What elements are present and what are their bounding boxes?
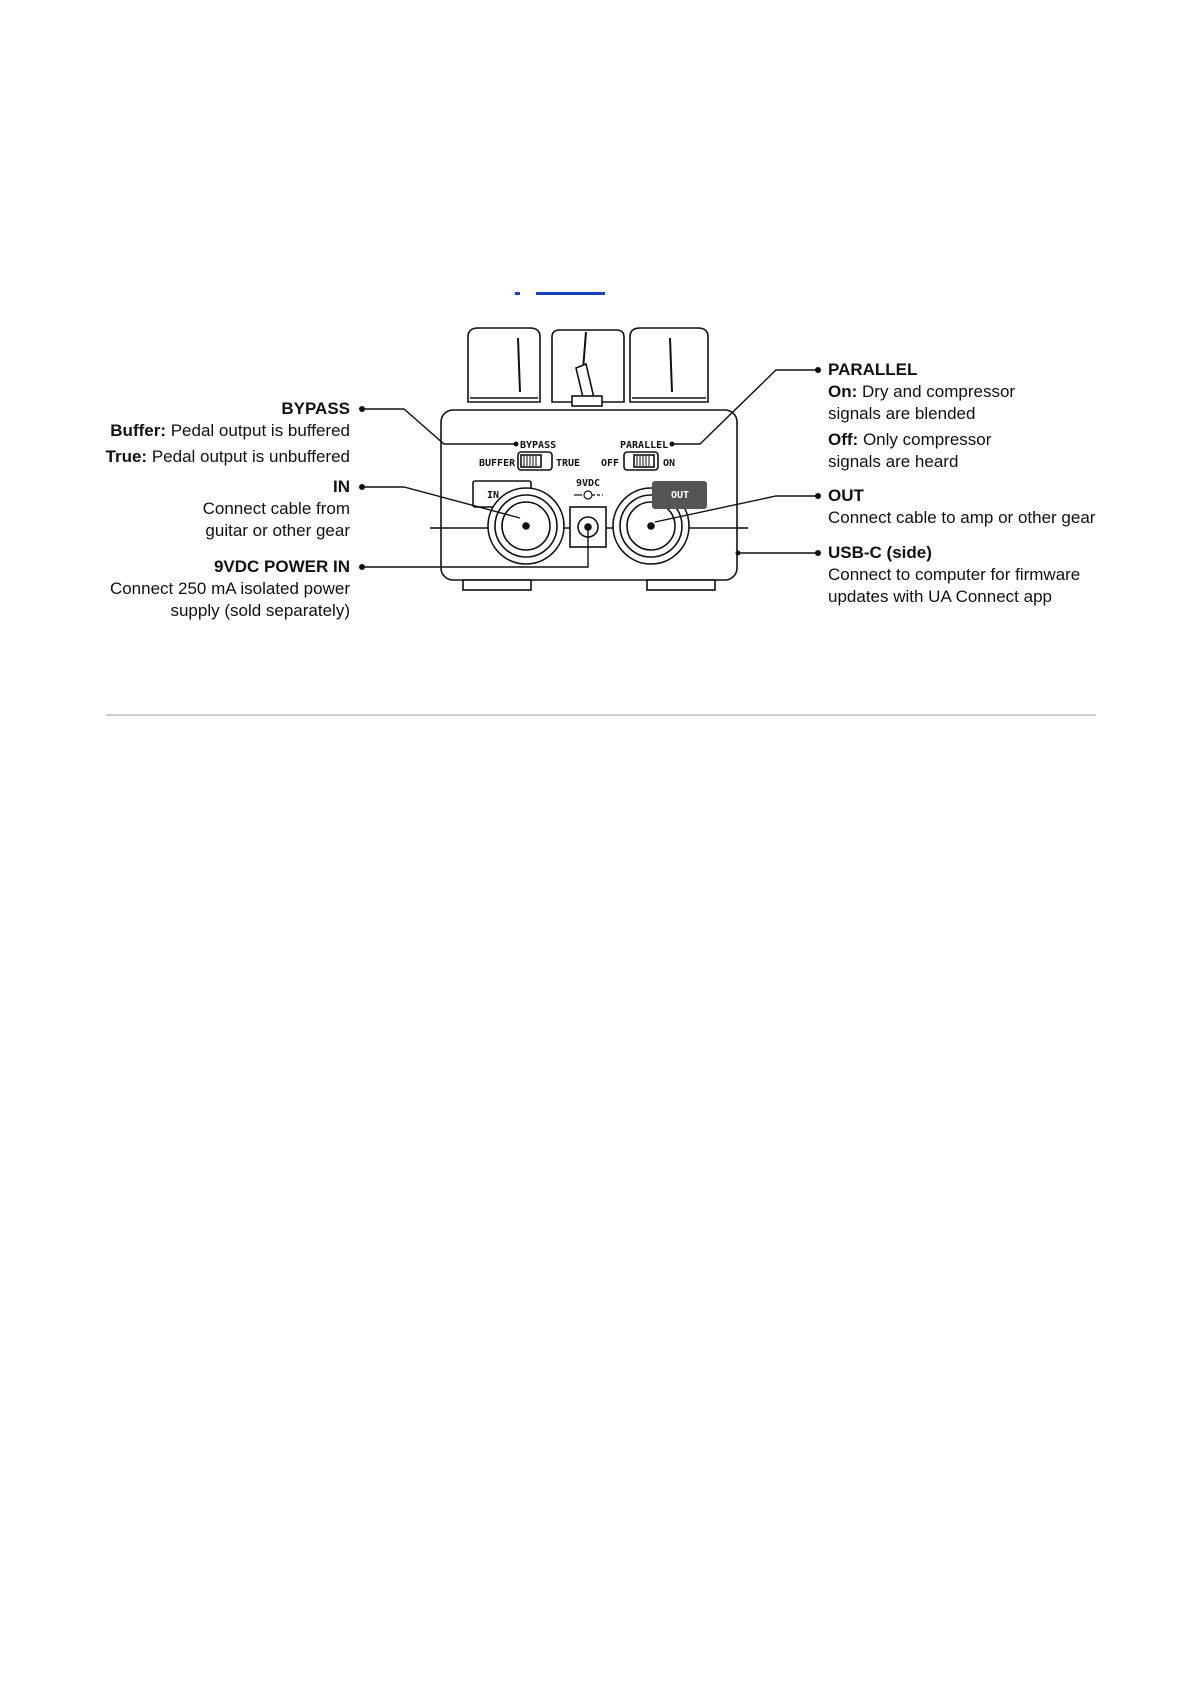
out-desc: Connect cable to amp or other gear [828, 508, 1096, 527]
out-title: OUT [828, 486, 864, 505]
parallel-on-desc-1: Dry and compressor [857, 382, 1016, 401]
bypass-true-desc: Pedal output is unbuffered [147, 447, 350, 466]
usb-title: USB-C (side) [828, 543, 932, 562]
panel-buffer-text: BUFFER [479, 458, 516, 469]
power-desc-2: supply (sold separately) [170, 601, 350, 620]
parallel-callout [828, 359, 1015, 473]
section-divider [106, 714, 1096, 716]
parallel-off-label: Off: [828, 430, 859, 449]
parallel-off-desc-2: signals are heard [828, 452, 959, 471]
in-title: IN [333, 477, 350, 496]
parallel-on-desc-2: signals are blended [828, 404, 976, 423]
usb-desc-1: Connect to computer for firmware [828, 565, 1081, 584]
power-desc-1: Connect 250 mA isolated power [109, 579, 350, 598]
power-callout [110, 556, 350, 622]
panel-bypass-text: BYPASS [520, 440, 557, 451]
bypass-buffer-label: Buffer: [110, 421, 166, 440]
bypass-callout [106, 398, 350, 468]
in-callout [203, 476, 350, 542]
in-desc-2: guitar or other gear [205, 521, 350, 540]
bypass-title: BYPASS [281, 399, 350, 418]
bypass-buffer-desc: Pedal output is buffered [166, 421, 350, 440]
panel-off-text: OFF [601, 458, 620, 469]
in-desc-1: Connect cable from [202, 499, 350, 518]
panel-on-text: ON [663, 458, 676, 469]
parallel-title: PARALLEL [828, 360, 918, 379]
in-jack [488, 488, 564, 564]
knob-left [468, 328, 540, 402]
bypass-true-label: True: [105, 447, 148, 466]
usb-callout [828, 542, 1080, 608]
panel-out-text: OUT [671, 490, 690, 501]
out-callout [828, 485, 1095, 529]
panel-true-text: TRUE [556, 458, 581, 469]
panel-power-text: 9VDC [576, 478, 601, 489]
power-title: 9VDC POWER IN [213, 557, 350, 576]
parallel-on-label: On: [828, 382, 858, 401]
panel-in-text: IN [487, 490, 500, 501]
panel-parallel-text: PARALLEL [620, 440, 669, 451]
parallel-off-desc-1: Only compressor [858, 430, 992, 449]
knob-right [630, 328, 708, 402]
usb-desc-2: updates with UA Connect app [828, 587, 1052, 606]
